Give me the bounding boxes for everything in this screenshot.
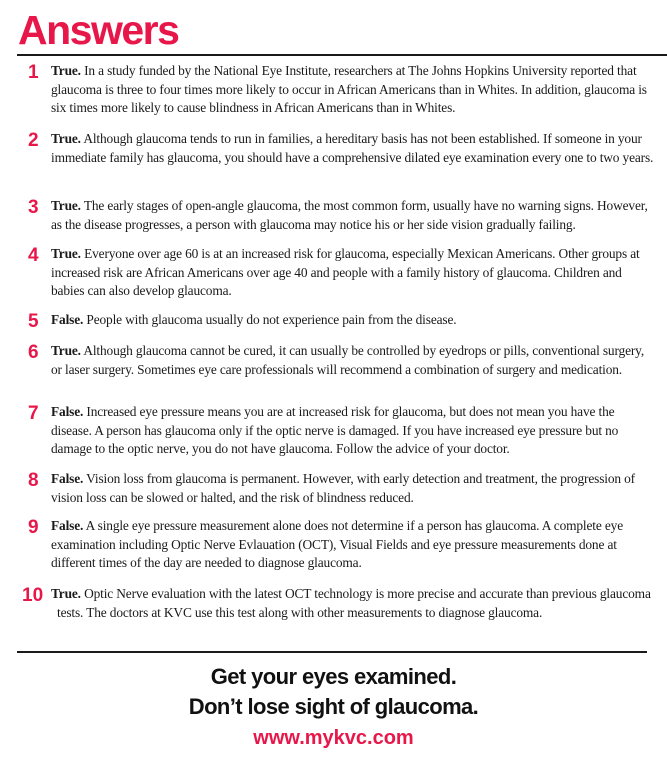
answer-text	[51, 470, 657, 507]
footer-divider	[17, 651, 647, 653]
title-divider	[17, 54, 667, 56]
cta-line-2: Don’t lose sight of glaucoma.	[188, 694, 479, 719]
answer-number: 9	[28, 517, 39, 538]
answer-text	[51, 517, 657, 573]
answer-number: 10	[22, 585, 44, 606]
answer-verdict: True.	[51, 343, 81, 358]
answer-text	[51, 130, 657, 167]
answer-body: Vision loss from glaucoma is permanent. However, with early detection and treatment, the progression of vision loss can be slowed or halted, and the risk of blindness reduced.	[51, 471, 635, 505]
answer-verdict: False.	[51, 404, 84, 419]
website-link[interactable]: www.mykvc.com	[253, 727, 414, 749]
answer-body: Although glaucoma cannot be cured, it can usually be controlled by eyedrops or pills, conventional surgery, or laser surgery. Sometimes eye care professionals will recommend a combination of surgery and medication.	[51, 343, 645, 377]
answer-text	[51, 197, 657, 234]
answer-body: People with glaucoma usually do not experience pain from the disease.	[83, 312, 457, 327]
answer-number: 8	[28, 470, 39, 491]
answer-body: Everyone over age 60 is at an increased risk for glaucoma, especially Mexican Americans. Other groups at increased risk are African Americans over age 40 and people with a family history of glaucoma. Children and babies can also develop glaucoma.	[51, 246, 640, 298]
answer-number: 2	[28, 130, 39, 151]
answer-verdict: False.	[51, 312, 84, 327]
answer-number: 7	[28, 403, 39, 424]
answer-number: 5	[28, 311, 39, 332]
answer-verdict: True.	[51, 63, 81, 78]
answer-verdict: True.	[51, 198, 81, 213]
answer-text	[51, 403, 657, 459]
answer-text	[51, 585, 657, 622]
answer-verdict: True.	[51, 586, 81, 601]
cta-line-1: Get your eyes examined.	[210, 664, 457, 689]
answer-verdict: False.	[51, 471, 84, 486]
answer-text	[51, 311, 657, 330]
answer-verdict: True.	[51, 131, 81, 146]
answer-text	[51, 245, 657, 301]
answer-number: 6	[28, 342, 39, 363]
answer-body: Although glaucoma tends to run in families, a hereditary basis has not been established. If someone in your immediate family has glaucoma, you should have a comprehensive dilated eye examination every one to two years.	[51, 131, 654, 165]
answer-verdict: False.	[51, 518, 84, 533]
answer-body: A single eye pressure measurement alone does not determine if a person has glaucoma. A complete eye examination including Optic Nerve Evlauation (OCT), Visual Fields and eye pressure measurements done at different times of the day are needed to diagnose glaucoma.	[51, 518, 623, 570]
answer-body: Increased eye pressure means you are at increased risk for glaucoma, but does not mean you have the disease. A person has glaucoma only if the optic nerve is damaged. If you have increased eye pressure but no damage to the optic nerve, you do not have glaucoma. Follow the advice of your doctor.	[51, 404, 619, 456]
page-title: Answers	[18, 7, 179, 53]
answer-body: In a study funded by the National Eye Institute, researchers at The Johns Hopkins University reported that glaucoma is three to four times more likely to occur in African Americans than in Whites. In addition, glaucoma is six times more likely to cause blindness in African Americans than in Whites.	[51, 63, 647, 115]
answer-number: 1	[28, 62, 39, 83]
answer-verdict: True.	[51, 246, 81, 261]
answer-body: The early stages of open-angle glaucoma, the most common form, usually have no warning signs. However, as the disease progresses, a person with glaucoma may notice his or her side vision gradually failing.	[51, 198, 648, 232]
answer-body: Optic Nerve evaluation with the latest OCT technology is more precise and accurate than previous glaucoma tests. The doctors at KVC use this test along with other measurements to diagnose glaucoma.	[57, 586, 651, 620]
answer-number: 4	[28, 245, 39, 266]
answer-number: 3	[28, 197, 39, 218]
answer-text	[51, 62, 657, 118]
answer-text	[51, 342, 657, 379]
